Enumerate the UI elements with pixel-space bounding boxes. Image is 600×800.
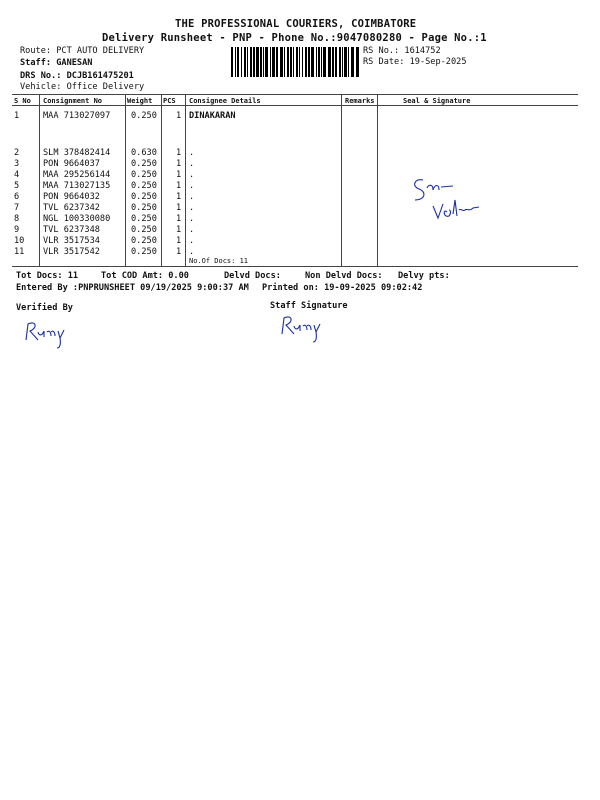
row-consignee: .: [189, 214, 195, 224]
row-pcs: 1: [176, 159, 182, 169]
row-weight: 0.250: [131, 247, 157, 257]
row-sno: 2: [14, 148, 20, 158]
col-divider: [125, 94, 126, 266]
non-delvd-docs: Non Delvd Docs:: [305, 271, 383, 281]
row-weight: 0.250: [131, 203, 157, 213]
row-consignee: .: [189, 203, 195, 213]
row-pcs: 1: [176, 203, 182, 213]
col-header-consignee: Consignee Details: [189, 97, 261, 105]
rs-date-label: RS Date:: [363, 57, 405, 67]
row-weight: 0.250: [131, 170, 157, 180]
rs-date-line: [363, 57, 467, 67]
row-sno: 5: [14, 181, 20, 191]
drs-number: DCJB161475201: [66, 71, 134, 81]
row-consignee: .: [189, 225, 195, 235]
row-pcs: 1: [176, 181, 182, 191]
verified-signature-image: [22, 318, 72, 348]
drs-line: [20, 71, 134, 81]
row-consignee: DINAKARAN: [189, 111, 236, 121]
col-divider: [39, 94, 40, 266]
row-consignment: PON 9664032: [43, 192, 100, 202]
vehicle-line: Vehicle: Office Delivery: [20, 82, 145, 92]
rs-no-value: 1614752: [404, 46, 441, 56]
row-sno: 9: [14, 225, 20, 235]
row-weight: 0.630: [131, 148, 157, 158]
staff-signature-image: [278, 312, 328, 342]
printed-on: Printed on: 19-09-2025 09:02:42: [262, 283, 423, 293]
staff-name: GANESAN: [56, 58, 93, 68]
runsheet-title: Delivery Runsheet - PNP - Phone No.:9047080280 - Page No.:1: [102, 32, 487, 44]
row-consignment: PON 9664037: [43, 159, 100, 169]
row-consignment: TVL 6237348: [43, 225, 100, 235]
staff-line: [20, 58, 92, 68]
row-consignment: MAA 295256144: [43, 170, 111, 180]
table-bottom-rule: [12, 266, 578, 267]
row-consignment: TVL 6237342: [43, 203, 100, 213]
route-line: Route: PCT AUTO DELIVERY: [20, 46, 145, 56]
col-divider: [377, 94, 378, 266]
tot-docs: Tot Docs: 11: [16, 271, 79, 281]
table-top-rule: [12, 94, 578, 95]
row-sno: 1: [14, 111, 20, 121]
col-header-seal: Seal & Signature: [403, 97, 471, 105]
consignee-signature-image: [405, 172, 505, 222]
rs-no-label: RS No.:: [363, 46, 400, 56]
row-sno: 4: [14, 170, 20, 180]
row-consignee: .: [189, 181, 195, 191]
row-pcs: 1: [176, 170, 182, 180]
rs-date-value: 19-Sep-2025: [409, 57, 467, 67]
row-weight: 0.250: [131, 225, 157, 235]
row-weight: 0.250: [131, 236, 157, 246]
staff-label: Staff:: [20, 58, 52, 68]
row-consignee: .: [189, 159, 195, 169]
row-sno: 11: [14, 247, 25, 257]
row-weight: 0.250: [131, 111, 157, 121]
verified-by-label: Verified By: [16, 303, 73, 313]
row-weight: 0.250: [131, 214, 157, 224]
row-consignee: .: [189, 192, 195, 202]
row-sno: 3: [14, 159, 20, 169]
row-pcs: 1: [176, 247, 182, 257]
row-consignment: SLM 378482414: [43, 148, 111, 158]
row-weight: 0.250: [131, 192, 157, 202]
drs-label: DRS No.:: [20, 71, 62, 81]
row-consignment: VLR 3517542: [43, 247, 100, 257]
entered-by: Entered By :PNPRUNSHEET 09/19/2025 9:00:37 AM: [16, 283, 249, 293]
row-pcs: 1: [176, 192, 182, 202]
row-consignee: .: [189, 247, 195, 257]
col-header-remarks: Remarks: [345, 97, 375, 105]
row-consignee: .: [189, 148, 195, 158]
col-header-consignment: Consignment No: [43, 97, 103, 105]
row-consignment: MAA 713027097: [43, 111, 111, 121]
table-header-rule: [12, 105, 578, 106]
row-sno: 10: [14, 236, 25, 246]
delvy-pts: Delvy pts:: [398, 271, 450, 281]
tot-cod-amt: Tot COD Amt: 0.00: [101, 271, 189, 281]
row-consignment: VLR 3517534: [43, 236, 100, 246]
row-sno: 8: [14, 214, 20, 224]
col-header-sno: S No: [14, 97, 31, 105]
col-divider: [185, 94, 186, 266]
col-divider: [161, 94, 162, 266]
row-pcs: 1: [176, 214, 182, 224]
row-consignee: .: [189, 236, 195, 246]
company-title: THE PROFESSIONAL COURIERS, COIMBATORE: [175, 18, 417, 30]
row-sno: 7: [14, 203, 20, 213]
col-header-pcs: PCS: [163, 97, 176, 105]
row-weight: 0.250: [131, 181, 157, 191]
row-consignee: .: [189, 170, 195, 180]
row-pcs: 1: [176, 111, 182, 121]
row-consignment: MAA 713027135: [43, 181, 111, 191]
barcode-image: [231, 47, 359, 77]
row-pcs: 1: [176, 148, 182, 158]
col-divider: [341, 94, 342, 266]
row-consignment: NGL 100330080: [43, 214, 111, 224]
row-pcs: 1: [176, 236, 182, 246]
no-of-docs: No.Of Docs: 11: [189, 257, 249, 265]
col-header-weight: Weight: [127, 97, 153, 105]
delvd-docs: Delvd Docs:: [224, 271, 281, 281]
staff-signature-label: Staff Signature: [270, 301, 348, 311]
rs-no-line: [363, 46, 441, 56]
row-weight: 0.250: [131, 159, 157, 169]
row-sno: 6: [14, 192, 20, 202]
row-pcs: 1: [176, 225, 182, 235]
